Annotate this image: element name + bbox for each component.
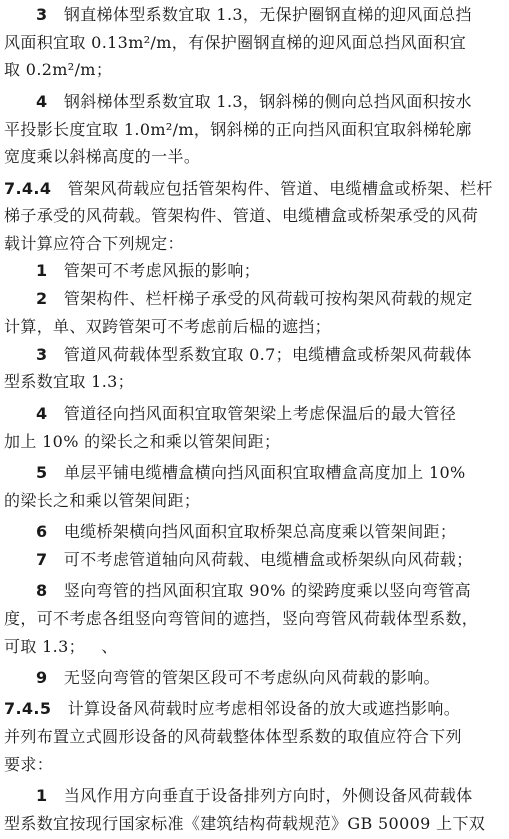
stray-mark: 、 (101, 637, 118, 656)
clause-number: 7.4.4 (4, 179, 52, 198)
text-line (0, 229, 509, 259)
line-text: 钢斜梯体型系数宜取 1.3，钢斜梯的侧向总挡风面积按水 (63, 92, 472, 111)
text-line (0, 632, 509, 662)
line-text: 管架风荷载应包括管架构件、管道、电缆槽盒或桥架、栏杆 (67, 179, 493, 198)
line-text: 单层平铺电缆槽盒横向挡风面积宜取槽盒高度加上 10% (63, 463, 466, 482)
line-text: 当风作用方向垂直于设备排列方向时，外侧设备风荷载体 (63, 786, 473, 805)
item-number: 7 (36, 550, 48, 569)
item-number: 2 (36, 289, 48, 308)
item-number: 1 (36, 786, 48, 805)
text-line (0, 0, 509, 30)
item-number: 1 (36, 261, 48, 280)
item-number: 5 (36, 463, 48, 482)
text-line (0, 367, 509, 397)
text-line (0, 809, 509, 839)
text-line (0, 486, 509, 516)
line-text: 无竖向弯管的管架区段可不考虑纵向风荷载的影响。 (63, 668, 440, 687)
text-line (0, 87, 509, 117)
line-text: 电缆桥架横向挡风面积宜取桥架总高度乘以管架间距； (63, 522, 457, 541)
line-text: 宽度乘以斜梯高度的一半。 (4, 147, 201, 166)
text-line (0, 312, 509, 342)
line-text: 风面积宜取 0.13m²/m，有保护圈钢直梯的迎风面总挡风面积宜 (4, 33, 467, 52)
text-line (0, 458, 509, 488)
text-line (0, 517, 509, 547)
item-number: 3 (36, 345, 48, 364)
text-line (0, 201, 509, 231)
text-line (0, 781, 509, 811)
text-line (0, 399, 509, 429)
text-line (0, 576, 509, 606)
text-line (0, 604, 509, 634)
line-text: 加上 10% 的梁长之和乘以管架间距； (4, 432, 281, 451)
line-text: 可不考虑管道轴向风荷载、电缆槽盒或桥架纵向风荷载； (63, 550, 473, 569)
text-line (0, 694, 509, 724)
line-text: 取 0.2m²/m； (4, 60, 113, 79)
line-text: 钢直梯体型系数宜取 1.3，无保护圈钢直梯的迎风面总挡 (63, 5, 472, 24)
text-line (0, 174, 509, 204)
line-text: 可取 1.3； (4, 637, 85, 656)
item-number: 3 (36, 5, 48, 24)
text-line (0, 545, 509, 575)
line-text: 型系数宜按现行国家标准《建筑结构荷载规范》GB 50009 上下双 (4, 814, 486, 833)
text-line (0, 256, 509, 286)
line-text: 的梁长之和乘以管架间距； (4, 491, 201, 510)
item-number: 6 (36, 522, 48, 541)
line-text: 管架构件、栏杆梯子承受的风荷载可按构架风荷载的规定 (63, 289, 473, 308)
text-line (0, 284, 509, 314)
line-text: 载计算应符合下列规定： (4, 234, 184, 253)
text-line (0, 28, 509, 58)
line-text: 型系数宜取 1.3； (4, 372, 135, 391)
line-text: 管道径向挡风面积宜取管架梁上考虑保温后的最大管径 (63, 404, 457, 423)
item-number: 4 (36, 404, 48, 423)
line-text: 计算，单、双跨管架可不考虑前后榀的遮挡； (4, 317, 332, 336)
text-line (0, 142, 509, 172)
item-number: 9 (36, 668, 48, 687)
text-line (0, 115, 509, 145)
line-text: 管架可不考虑风振的影响； (63, 261, 261, 280)
line-text: 平投影长度宜取 1.0m²/m，钢斜梯的正向挡风面积宜取斜梯轮廓 (4, 120, 472, 139)
text-line (0, 750, 509, 780)
text-line (0, 55, 509, 85)
line-text: 梯子承受的风荷载。管架构件、管道、电缆槽盒或桥架承受的风荷 (4, 206, 479, 225)
line-text: 要求： (4, 755, 54, 774)
clause-number: 7.4.5 (4, 699, 52, 718)
line-text: 计算设备风荷载时应考虑相邻设备的放大或遮挡影响。 (67, 699, 461, 718)
text-line (0, 722, 509, 752)
line-text: 竖向弯管的挡风面积宜取 90% 的梁跨度乘以竖向弯管高 (63, 581, 472, 600)
line-text: 并列布置立式圆形设备的风荷载整体体型系数的取值应符合下列 (4, 727, 462, 746)
text-line (0, 427, 509, 457)
item-number: 4 (36, 92, 48, 111)
line-text: 管道风荷载体型系数宜取 0.7；电缆槽盒或桥架风荷载体 (63, 345, 472, 364)
item-number: 8 (36, 581, 48, 600)
text-line (0, 663, 509, 693)
text-line (0, 340, 509, 370)
line-text: 度，可不考虑各组竖向弯管间的遮挡，竖向弯管风荷载体型系数， (4, 609, 479, 628)
